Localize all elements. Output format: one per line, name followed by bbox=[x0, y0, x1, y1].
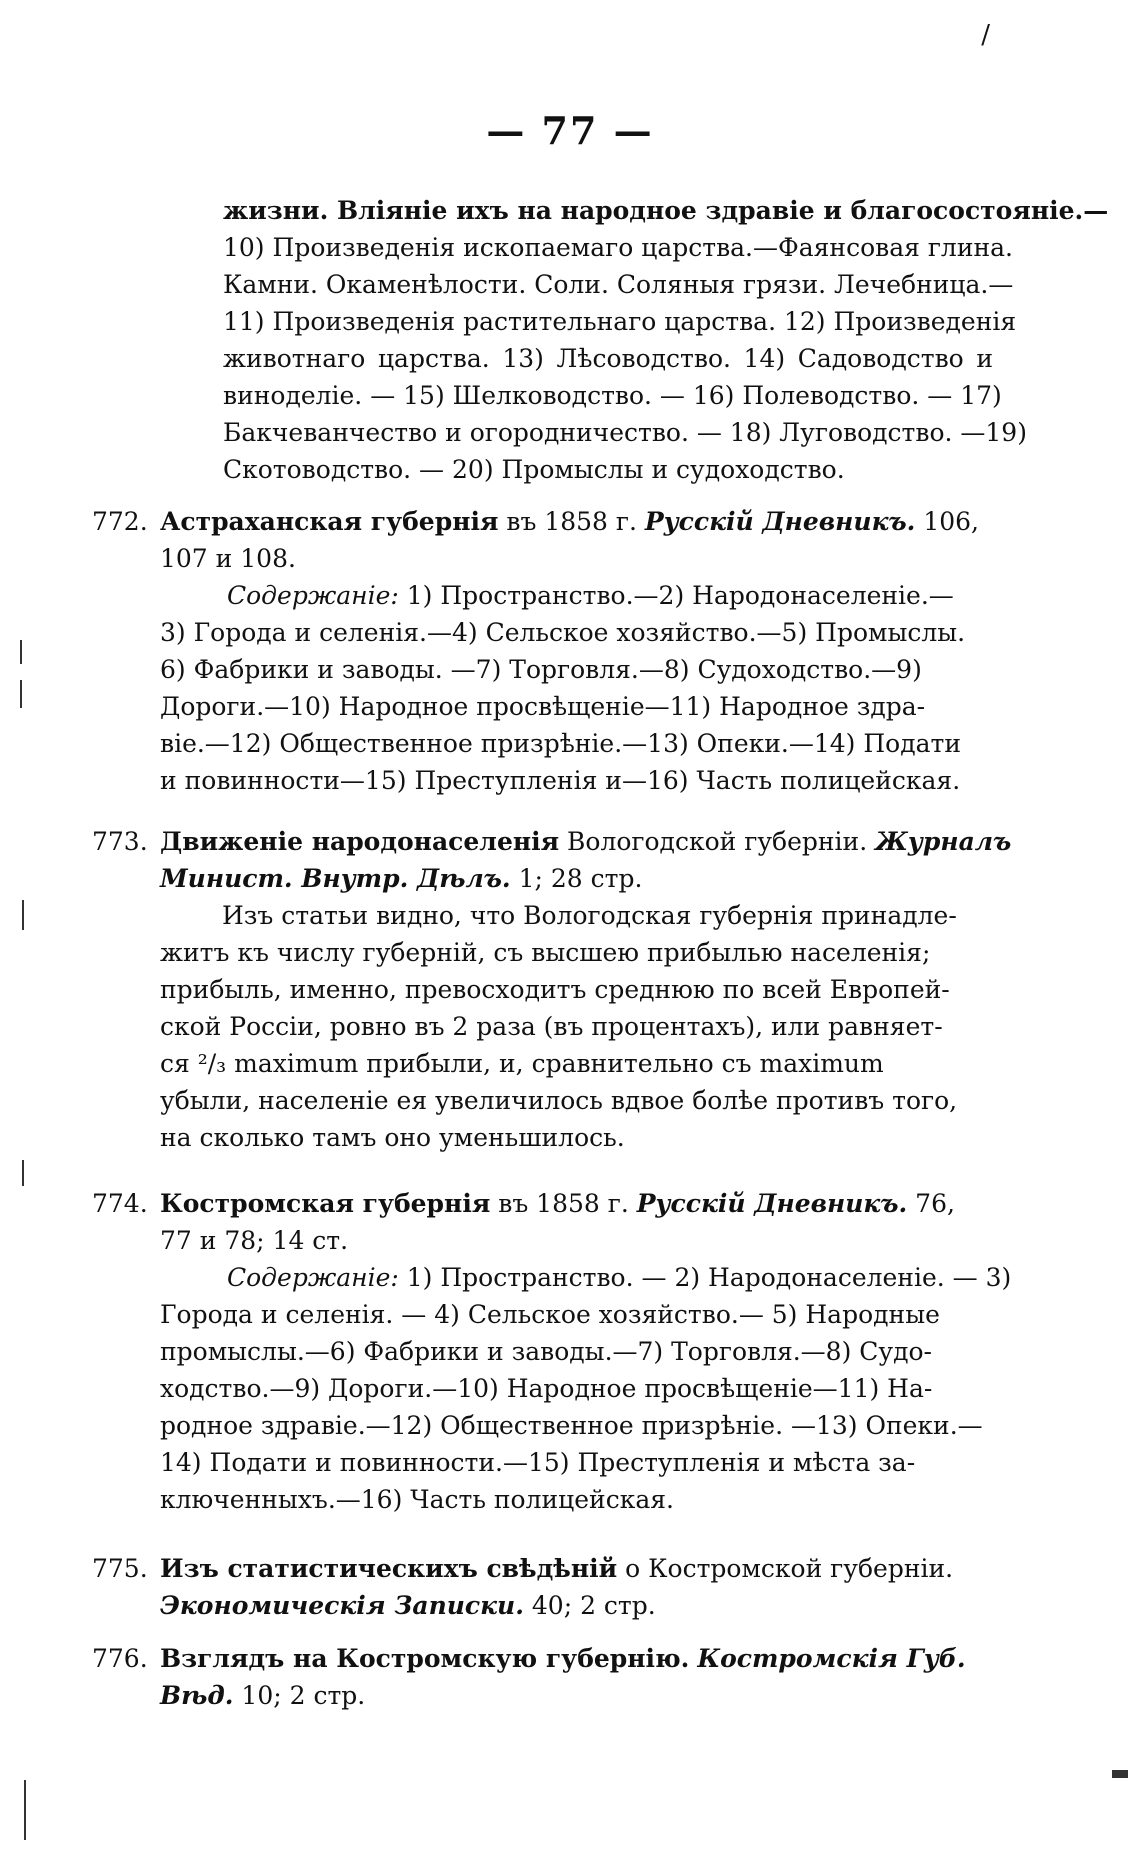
corner-mark: / bbox=[981, 20, 990, 50]
entry-pages: 76, bbox=[907, 1189, 955, 1218]
para-line: ся ²/₃ maximum прибыли, и, сравнительно съ maximum bbox=[160, 1049, 884, 1078]
entry-number: 772. bbox=[92, 507, 148, 536]
contents-line: ключенныхъ.—16) Часть полицейская. bbox=[160, 1485, 674, 1514]
entry-number: 775. bbox=[92, 1554, 148, 1583]
contents-label: Содержаніе: bbox=[227, 1263, 399, 1292]
contents-text: 1) Пространство. — 2) Народонаселеніе. — 3) bbox=[398, 1263, 1012, 1292]
intro-line: виноделіе. — 15) Шелководство. — 16) Полеводство. — 17) bbox=[223, 381, 1002, 410]
contents-line: Дороги.—10) Народное просвѣщеніе—11) Народное здра- bbox=[160, 692, 926, 721]
margin-mark bbox=[24, 1780, 26, 1840]
entry-772 bbox=[92, 503, 992, 799]
contents-line bbox=[92, 1259, 1012, 1296]
entry-title: Изъ статистическихъ свѣдѣній bbox=[160, 1554, 618, 1583]
intro-line: 10) Произведенія ископаемаго царства.—Фаянсовая глина. bbox=[223, 233, 1013, 262]
entry-number: 774. bbox=[92, 1189, 148, 1218]
intro-line: жизни. Вліяніе ихъ на народное здравіе и благосостояніе.— bbox=[223, 196, 1109, 225]
margin-mark bbox=[20, 640, 22, 664]
entry-title: Взглядъ на Костромскую губернію. bbox=[160, 1644, 690, 1673]
intro-line: Бакчеванчество и огородничество. — 18) Луговодство. —19) bbox=[223, 418, 1027, 447]
entry-source: Экономическія Записки. bbox=[160, 1591, 524, 1620]
entry-source: Костромскія Губ. bbox=[697, 1644, 966, 1673]
entry-773 bbox=[92, 823, 1012, 1156]
entry-source: Вѣд. bbox=[160, 1681, 234, 1710]
para-line: житъ къ числу губерній, съ высшею прибылью населенія; bbox=[160, 938, 931, 967]
entry-title: Движеніе народонаселенія bbox=[160, 827, 560, 856]
entry-number: 773. bbox=[92, 827, 148, 856]
entry-text: въ 1858 г. bbox=[498, 507, 645, 536]
entry-pages: 1; 28 стр. bbox=[510, 864, 643, 893]
entry-text: въ 1858 г. bbox=[490, 1189, 637, 1218]
intro-line: Камни. Окаменѣлости. Соли. Соляныя грязи. Лечебница.— bbox=[223, 270, 1014, 299]
intro-line: животнаго царства. 13) Лѣсоводство. 14) Садоводство и bbox=[223, 344, 993, 373]
para-line: прибыль, именно, превосходитъ среднюю по всей Европей- bbox=[160, 975, 950, 1004]
contents-line: віе.—12) Общественное призрѣніе.—13) Опеки.—14) Подати bbox=[160, 729, 962, 758]
para-line: на сколько тамъ оно уменьшилось. bbox=[160, 1123, 625, 1152]
contents-line: промыслы.—6) Фабрики и заводы.—7) Торговля.—8) Судо- bbox=[160, 1337, 933, 1366]
intro-text bbox=[223, 192, 1109, 488]
entry-source: Русскій Дневникъ. bbox=[636, 1189, 908, 1218]
contents-line: 14) Подати и повинности.—15) Преступленія и мѣста за- bbox=[160, 1448, 916, 1477]
margin-mark bbox=[22, 1160, 24, 1186]
contents-text: 1) Пространство.—2) Народонаселеніе.— bbox=[398, 581, 954, 610]
entry-source: Минист. Внутр. Дѣлъ. bbox=[160, 864, 511, 893]
entry-pages: 10; 2 стр. bbox=[233, 1681, 366, 1710]
entry-text: Вологодской губерніи. bbox=[559, 827, 876, 856]
para-line: убыли, населеніе ея увеличилось вдвое болѣе противъ того, bbox=[160, 1086, 958, 1115]
entry-source: Русскій Дневникъ. bbox=[644, 507, 916, 536]
para-line: Изъ статьи видно, что Вологодская губернія принадле- bbox=[222, 901, 957, 930]
entry-pages: 40; 2 стр. bbox=[523, 1591, 656, 1620]
contents-line: Города и селенія. — 4) Сельское хозяйство.— 5) Народные bbox=[160, 1300, 940, 1329]
margin-mark bbox=[1112, 1770, 1128, 1778]
entry-line2: 77 и 78; 14 ст. bbox=[160, 1226, 349, 1255]
para-line: ской Россіи, ровно въ 2 раза (въ процентахъ), или равняет- bbox=[160, 1012, 943, 1041]
entry-text: о Костромской губерніи. bbox=[617, 1554, 954, 1583]
entry-pages: 106, bbox=[915, 507, 979, 536]
contents-line: 3) Города и селенія.—4) Сельское хозяйство.—5) Промыслы. bbox=[160, 618, 966, 647]
margin-mark bbox=[22, 900, 24, 930]
contents-line: ходство.—9) Дороги.—10) Народное просвѣщеніе—11) На- bbox=[160, 1374, 933, 1403]
page-number: — 77 — bbox=[486, 108, 654, 153]
entry-line2: 107 и 108. bbox=[160, 544, 296, 573]
contents-line bbox=[92, 577, 992, 614]
entry-776 bbox=[92, 1640, 992, 1714]
contents-line: родное здравіе.—12) Общественное призрѣніе. —13) Опеки.— bbox=[160, 1411, 983, 1440]
entry-title: Костромская губернія bbox=[160, 1189, 491, 1218]
entry-774 bbox=[92, 1185, 1012, 1518]
intro-line: Скотоводство. — 20) Промыслы и судоходство. bbox=[223, 455, 845, 484]
entry-title: Астраханская губернія bbox=[160, 507, 499, 536]
contents-label: Содержаніе: bbox=[227, 581, 399, 610]
contents-line: и повинности—15) Преступленія и—16) Часть полицейская. bbox=[160, 766, 961, 795]
entry-source: Журналъ bbox=[875, 827, 1012, 856]
entry-775 bbox=[92, 1550, 992, 1624]
margin-mark bbox=[20, 680, 22, 708]
intro-line: 11) Произведенія растительнаго царства. 12) Произведенія bbox=[223, 307, 1017, 336]
contents-line: 6) Фабрики и заводы. —7) Торговля.—8) Судоходство.—9) bbox=[160, 655, 922, 684]
entry-number: 776. bbox=[92, 1644, 148, 1673]
